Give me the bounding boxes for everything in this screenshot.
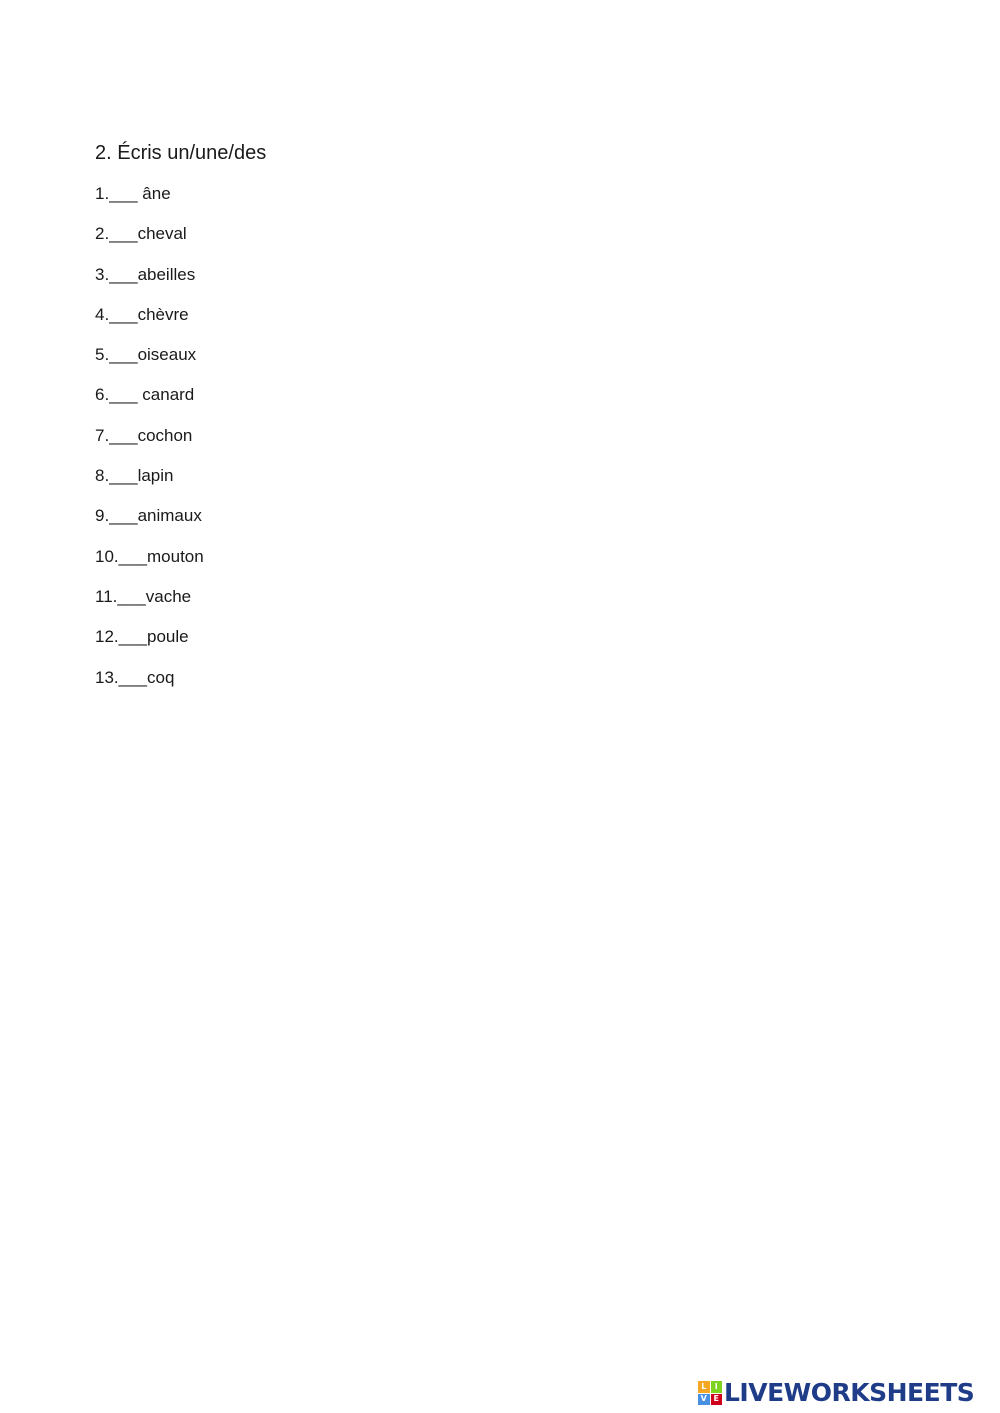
answer-blank[interactable]: ___ [109,385,138,405]
item-number: 4. [95,304,110,324]
exercise-item [95,223,204,263]
exercise-item [95,384,204,424]
exercise-item [95,626,204,666]
exercise-item [95,344,204,384]
exercise-item [95,304,204,344]
item-number: 7. [95,425,110,445]
exercise-title: 2. Écris un/une/des [95,142,267,164]
item-number: 2. [95,224,110,244]
item-word: poule [147,627,189,647]
item-word: lapin [137,466,174,486]
liveworksheets-watermark [698,1378,974,1408]
logo-cell: V [698,1394,710,1406]
answer-blank[interactable]: ___ [118,546,148,566]
answer-blank[interactable]: ___ [118,627,148,647]
item-number: 1. [95,184,110,203]
item-word: mouton [147,546,204,566]
item-word: vache [145,586,192,606]
exercise-item [95,264,204,304]
logo-cell: E [711,1394,723,1406]
item-word: abeilles [137,264,196,284]
answer-blank[interactable]: ___ [109,224,138,244]
liveworksheets-logo-icon [698,1381,722,1405]
item-number: 8. [95,466,110,486]
item-number: 5. [95,345,110,365]
answer-blank[interactable]: ___ [109,304,138,324]
answer-blank[interactable]: ___ [109,345,138,365]
exercise-item [95,425,204,465]
item-word: coq [147,667,175,687]
item-number: 6. [95,385,110,405]
item-number: 3. [95,264,110,284]
item-word: animaux [137,506,202,526]
exercise-item [95,586,204,626]
item-number: 9. [95,506,110,526]
item-word: cochon [137,425,193,445]
item-word: oiseaux [137,345,197,365]
answer-blank[interactable]: ___ [109,506,138,526]
answer-blank[interactable]: ___ [109,466,138,486]
exercise-item [95,667,204,707]
item-number: 13. [95,667,119,687]
answer-blank[interactable]: ___ [117,586,146,606]
answer-blank[interactable]: ___ [109,425,138,445]
exercise-list [95,183,204,707]
exercise-item [95,505,204,545]
logo-cell: I [711,1381,723,1393]
exercise-item [95,546,204,586]
exercise-item [95,465,204,505]
item-number: 12. [95,627,119,647]
item-word: chèvre [137,304,189,324]
answer-blank[interactable]: ___ [109,184,138,203]
item-word: âne [137,184,171,203]
item-word: canard [137,385,195,405]
item-number: 10. [95,546,119,566]
answer-blank[interactable]: ___ [109,264,138,284]
logo-cell: L [698,1381,710,1393]
item-word: cheval [137,224,187,244]
item-number: 11. [95,586,118,606]
watermark-text: LIVEWORKSHEETS [724,1378,975,1407]
answer-blank[interactable]: ___ [118,667,148,687]
exercise-item [95,183,204,223]
